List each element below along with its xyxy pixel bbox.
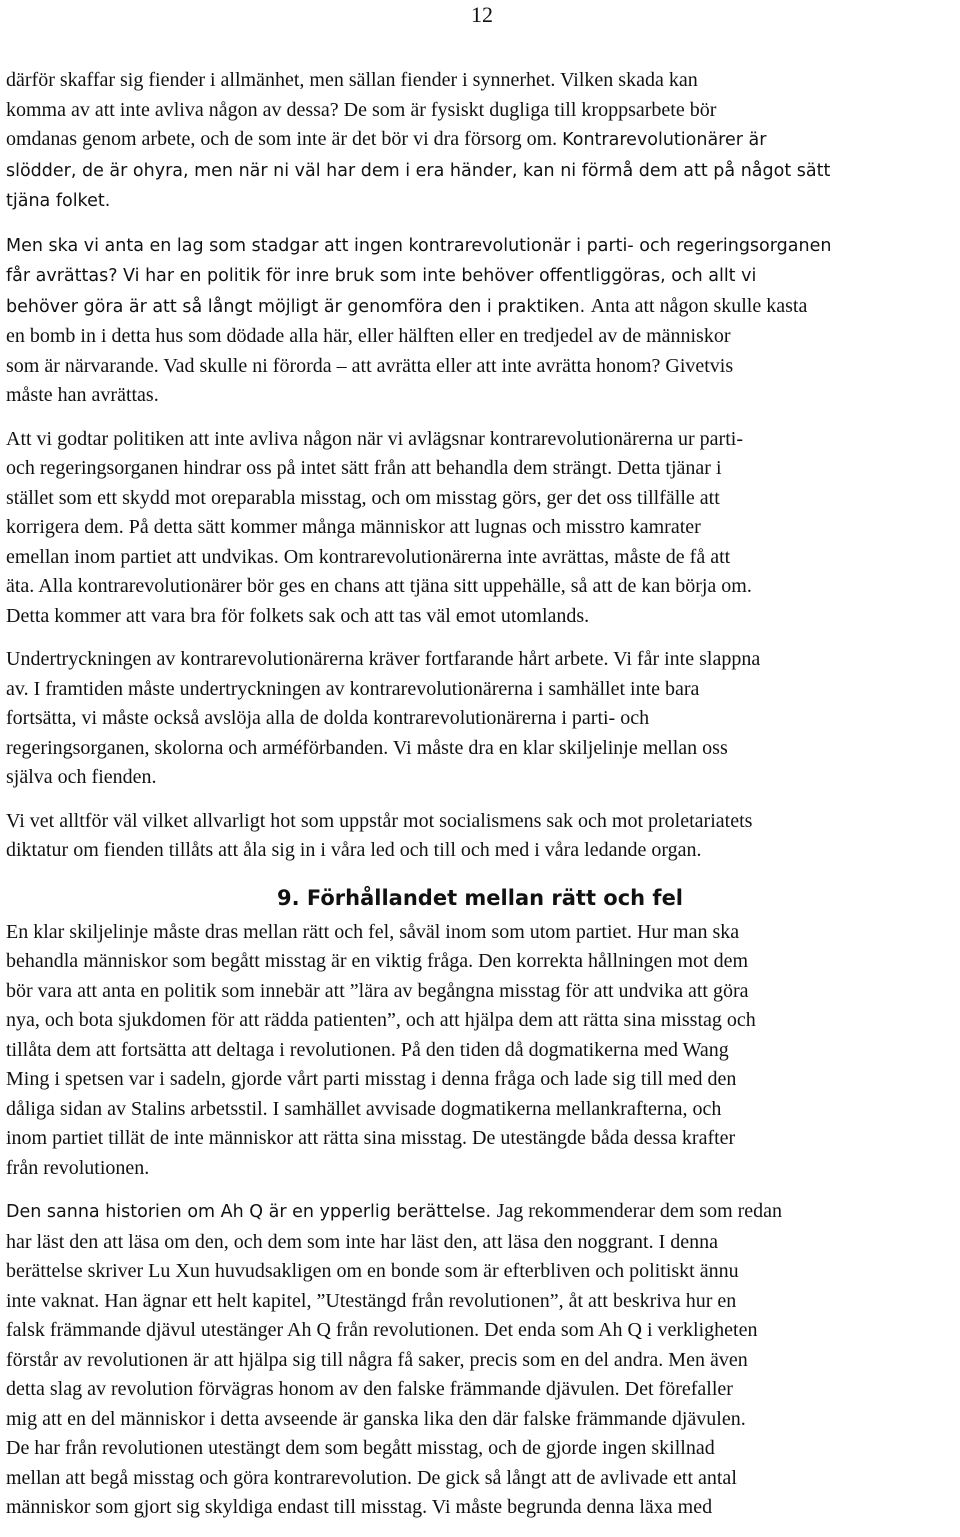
- text-line: [6, 1124, 954, 1154]
- section-heading: 9. Förhållandet mellan rätt och fel: [276, 885, 684, 910]
- text-line: [6, 231, 954, 262]
- text-line: [6, 1346, 954, 1376]
- paragraph: [6, 425, 954, 632]
- text-line: [6, 1006, 954, 1036]
- text-line: [6, 1287, 954, 1317]
- text-segment: mellan att begå misstag och göra kontrarevolution. De gick så långt att de avlivade ett antal: [6, 1466, 737, 1489]
- text-line: [6, 261, 954, 292]
- text-segment: Den sanna historien om Ah Q är en ypperlig berättelse.: [6, 1202, 497, 1222]
- text-segment: emellan inom partiet att undvikas. Om kontrarevolutionärerna inte avrättas, måste de få att: [6, 545, 731, 568]
- text-segment: måste han avrättas.: [6, 384, 159, 406]
- text-segment: Anta att någon skulle kasta: [590, 294, 808, 317]
- text-line: [6, 572, 954, 602]
- text-segment: dåliga sidan av Stalins arbetsstil. I samhället avvisade dogmatikerna mellankrafterna, och: [6, 1097, 722, 1120]
- text-line: [6, 352, 954, 382]
- paragraph: [6, 918, 954, 1184]
- text-segment: korrigera dem. På detta sätt kommer många människor att lugnas och misstro kamrater: [6, 516, 701, 538]
- text-line: [6, 1095, 954, 1125]
- text-line: [6, 513, 954, 543]
- text-line: [6, 1154, 954, 1184]
- text-segment: därför skaffar sig fiender i allmänhet, men sällan fiender i synnerhet. Vilken skada kan: [6, 69, 698, 91]
- text-line: [6, 454, 954, 484]
- text-segment: bör vara att anta en politik som innebär att ”lära av begångna misstag för att undvika att göra: [6, 979, 749, 1002]
- text-segment: som är närvarande. Vad skulle ni förorda – att avrätta eller att inte avrätta honom? Givetvis: [6, 354, 734, 377]
- paragraph: [6, 645, 954, 793]
- text-segment: regeringsorganen, skolorna och arméförbanden. Vi måste dra en klar skiljelinje mellan oss: [6, 736, 728, 759]
- text-line: [6, 125, 954, 156]
- text-segment: omdanas genom arbete, och de som inte är det bör vi dra försorg om.: [6, 128, 563, 150]
- text-line: [6, 156, 954, 187]
- text-line: [6, 484, 954, 514]
- text-line: [6, 918, 954, 948]
- text-segment: Men ska vi anta en lag som stadgar att ingen kontrarevolutionär i parti- och regeringsorganen: [6, 235, 832, 256]
- text-line: [6, 1493, 954, 1523]
- text-line: [6, 96, 954, 126]
- text-line: [6, 1197, 954, 1228]
- text-line: [6, 602, 954, 632]
- text-segment: behandla människor som begått misstag är en viktig fråga. Den korrekta hållningen mot dem: [6, 950, 749, 972]
- text-line: [6, 1065, 954, 1095]
- text-line: [6, 1405, 954, 1435]
- text-line: [6, 1036, 954, 1066]
- text-line: [6, 704, 954, 734]
- text-segment: inom partiet tillät de inte människor att rätta sina misstag. De utestängde båda dessa krafter: [6, 1127, 736, 1149]
- text-segment: En klar skiljelinje måste dras mellan rätt och fel, såväl inom som utom partiet. Hur man ska: [6, 920, 740, 943]
- text-line: [6, 425, 954, 455]
- paragraph: [6, 807, 954, 866]
- paragraph: [6, 1197, 954, 1523]
- text-segment: har läst den att läsa om den, och dem som inte har läst den, att läsa den noggrant. I denna: [6, 1230, 719, 1253]
- text-line: [6, 836, 954, 866]
- text-segment: människor som gjort sig skyldiga endast till misstag. Vi måste begrunda denna läxa med: [6, 1496, 713, 1518]
- text-segment: Jag rekommenderar dem som redan: [496, 1200, 783, 1222]
- text-segment: själva och fienden.: [6, 766, 157, 788]
- text-segment: tillåta dem att fortsätta att deltaga i revolutionen. På den tiden då dogmatikerna med Wang: [6, 1038, 729, 1061]
- text-segment: Vi vet alltför väl vilket allvarligt hot som uppstår mot socialismens sak och mot proletariatets: [6, 809, 753, 832]
- text-line: [6, 763, 954, 793]
- text-line: [6, 675, 954, 705]
- text-line: [6, 807, 954, 837]
- text-segment: slödder, de är ohyra, men när ni väl har dem i era händer, kan ni förmå dem att på något sätt: [6, 160, 831, 181]
- text-segment: detta slag av revolution förvägras honom av den falske främmande djävulen. Det förefaller: [6, 1378, 733, 1400]
- text-line: [6, 1464, 954, 1494]
- text-line: [6, 1257, 954, 1287]
- text-segment: Detta kommer att vara bra för folkets sak och att tas väl emot utomlands.: [6, 604, 590, 627]
- text-segment: behöver göra är att så långt möjligt är genomföra den i praktiken.: [6, 296, 591, 317]
- text-line: [6, 1316, 954, 1346]
- text-segment: diktatur om fienden tillåts att åla sig in i våra led och till och med i våra ledande organ.: [6, 839, 702, 861]
- text-segment: från revolutionen.: [6, 1156, 150, 1179]
- text-segment: nya, och bota sjukdomen för att rädda patienten”, och att hjälpa dem att rätta sina misstag och: [6, 1009, 756, 1031]
- text-segment: De har från revolutionen utestängt dem som begått misstag, och de gjorde ingen skillnad: [6, 1437, 715, 1459]
- text-segment: en bomb in i detta hus som dödade alla här, eller hälften eller en tredjedel av de människor: [6, 325, 731, 347]
- text-segment: och regeringsorganen hindrar oss på intet sätt från att behandla dem strängt. Detta tjänar i: [6, 457, 722, 479]
- text-segment: tjäna folket.: [6, 191, 111, 211]
- text-segment: komma av att inte avliva någon av dessa? De som är fysiskt dugliga till kroppsarbete bör: [6, 98, 717, 121]
- text-line: [6, 645, 954, 675]
- document-body: [6, 66, 954, 1537]
- text-line: [6, 1375, 954, 1405]
- text-line: [6, 977, 954, 1007]
- paragraph: [6, 66, 954, 217]
- text-line: [6, 1228, 954, 1258]
- text-line: [6, 381, 954, 411]
- text-segment: Undertryckningen av kontrarevolutionärerna kräver fortfarande hårt arbete. Vi får inte slappna: [6, 648, 761, 670]
- paragraph: [6, 231, 954, 411]
- text-segment: mig att en del människor i detta avseende är ganska lika den där falske främmande djävulen.: [6, 1407, 746, 1430]
- text-line: [6, 1434, 954, 1464]
- text-segment: förstår av revolutionen är att hjälpa sig till några få saker, precis som en del andra. Men även: [6, 1348, 748, 1371]
- text-segment: falsk främmande djävul utestänger Ah Q från revolutionen. Det enda som Ah Q i verkligheten: [6, 1319, 758, 1341]
- text-line: [6, 543, 954, 573]
- text-line: [6, 292, 954, 323]
- text-segment: Ming i spetsen var i sadeln, gjorde vårt parti misstag i denna fråga och lade sig till med den: [6, 1068, 737, 1090]
- text-segment: fortsätta, vi måste också avslöja alla de dolda kontrarevolutionärerna i parti- och: [6, 707, 650, 729]
- text-line: [6, 947, 954, 977]
- text-segment: Kontrarevolutionärer är: [562, 130, 767, 150]
- text-segment: stället som ett skydd mot oreparabla misstag, och om misstag görs, ger det oss tillfälle att: [6, 486, 720, 509]
- text-segment: berättelse skriver Lu Xun huvudsakligen om en bonde som är efterbliven och politiskt ännu: [6, 1260, 739, 1282]
- page-number: 12: [471, 2, 493, 27]
- text-segment: av. I framtiden måste undertryckningen av kontrarevolutionärerna i samhället inte bara: [6, 677, 700, 700]
- text-segment: Att vi godtar politiken att inte avliva någon när vi avlägsnar kontrarevolutionärerna ur parti-: [6, 427, 743, 450]
- text-line: [6, 322, 954, 352]
- text-line: [6, 186, 954, 217]
- text-segment: äta. Alla kontrarevolutionärer bör ges en chans att tjäna sitt uppehälle, så att de kan börja om.: [6, 575, 752, 597]
- text-line: [6, 734, 954, 764]
- text-segment: får avrättas? Vi har en politik för inre bruk som inte behöver offentliggöras, och allt vi: [6, 266, 757, 286]
- text-line: [6, 66, 954, 96]
- text-segment: inte vaknat. Han ägnar ett helt kapitel, ”Utestängd från revolutionen”, åt att beskriva hur en: [6, 1289, 737, 1312]
